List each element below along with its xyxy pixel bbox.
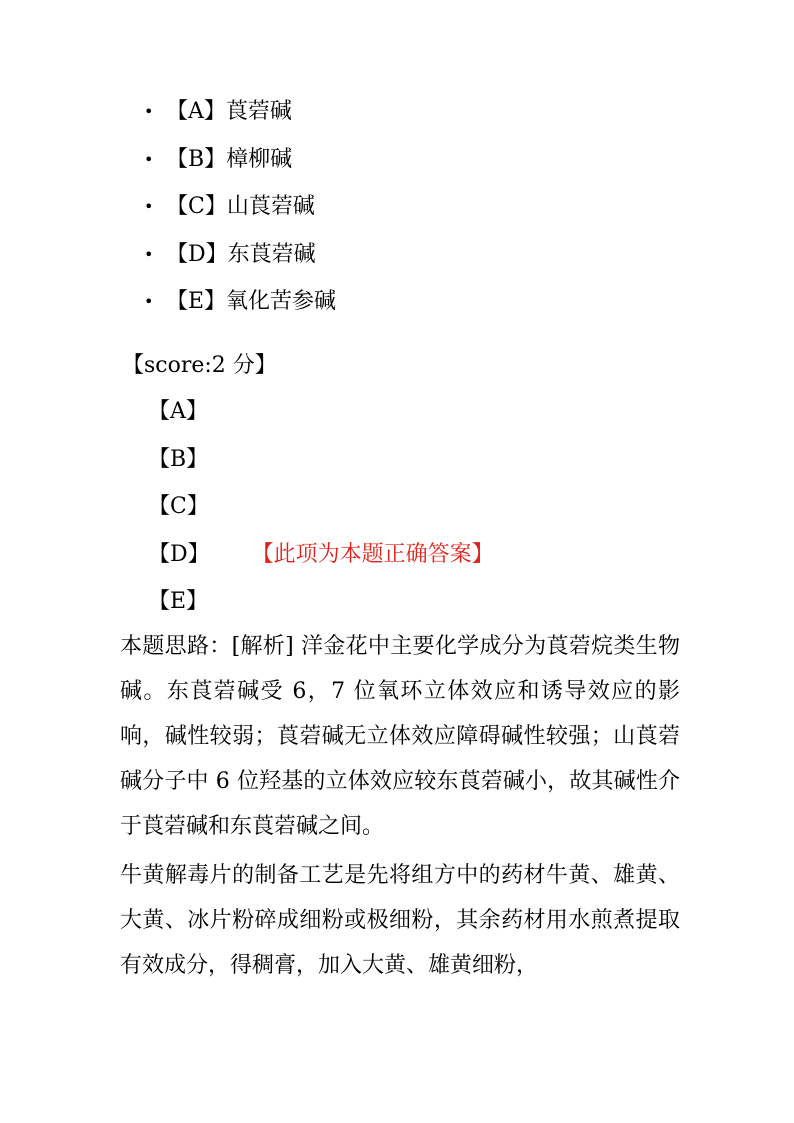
answer-label: 【E】 (148, 589, 209, 614)
answer-item-a (148, 392, 494, 440)
answer-item-d (148, 535, 494, 583)
answer-item-c (148, 487, 494, 535)
explanation-paragraph: 本题思路：[解析] 洋金花中主要化学成分为莨菪烷类生物碱。东莨菪碱受 6，7 位氧环立体效应和诱导效应的影响，碱性较弱；莨菪碱无立体效应障碍碱性较强；山莨菪碱分子中 6 位羟基的立体效应较东莨菪碱小，故其碱性介于莨菪碱和东莨菪碱之间。 (120, 634, 680, 839)
answer-label: 【A】 (148, 399, 208, 424)
option-text: 【C】山莨菪碱 (166, 194, 315, 219)
answer-item-b (148, 440, 494, 488)
answer-label: 【D】 (148, 541, 210, 567)
answer-item-e (148, 582, 494, 630)
bullet-icon: • (144, 244, 154, 264)
correct-answer-mark: 【此项为本题正确答案】 (251, 541, 494, 567)
answer-label: 【C】 (148, 494, 209, 519)
option-text: 【E】氧化苦参碱 (166, 289, 337, 314)
score-label: 【score:2 分】 (122, 353, 277, 378)
answer-list (148, 392, 494, 630)
option-item-e (144, 282, 336, 330)
bullet-icon: • (144, 102, 154, 121)
next-question-paragraph: 牛黄解毒片的制备工艺是先将组方中的药材牛黄、雄黄、大黄、冰片粉碎成细粉或极细粉，其余药材用水煎煮提取有效成分，得稠膏，加入大黄、雄黄细粉， (120, 863, 680, 978)
option-item-a (144, 92, 336, 140)
bullet-icon: • (144, 149, 154, 169)
option-item-c (144, 187, 336, 235)
bullet-icon: • (144, 197, 154, 216)
answer-label: 【B】 (148, 446, 209, 472)
option-list (144, 92, 336, 330)
option-item-d (144, 235, 336, 283)
option-item-b (144, 140, 336, 188)
option-text: 【D】东莨菪碱 (166, 241, 316, 267)
bullet-icon: • (144, 292, 154, 311)
option-text: 【B】樟柳碱 (166, 146, 293, 172)
option-text: 【A】莨菪碱 (166, 99, 292, 124)
